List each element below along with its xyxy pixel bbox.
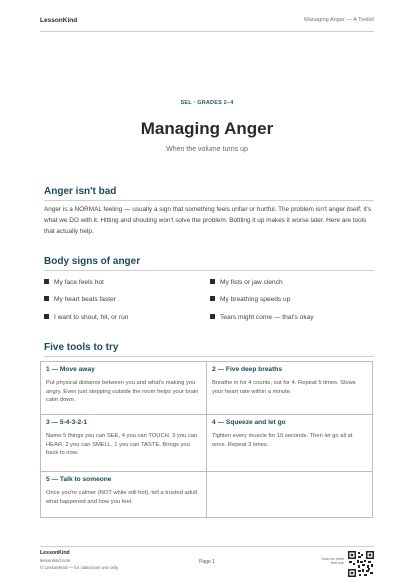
header-divider xyxy=(40,31,374,32)
qr-caption: Scan for more free use xyxy=(321,557,344,566)
bullet-square-icon xyxy=(44,314,49,319)
tool-card-empty xyxy=(207,472,372,517)
tool-body: Name 5 things you can SEE, 4 you can TOUCH, 3 you can HEAR, 2 you can SMELL, 1 you can TASTE. Brings you back to now. xyxy=(46,433,198,457)
tool-card-move-away xyxy=(41,362,207,415)
footer-brand: LessonKind xyxy=(40,550,70,556)
list-item: Tears might come — that's okay xyxy=(210,314,314,321)
tool-title: 1 — Move away xyxy=(46,366,95,373)
header-brand: LessonKind xyxy=(40,17,78,24)
tool-card-talk-to-someone xyxy=(41,472,207,517)
section-divider xyxy=(44,200,374,201)
list-item: My face feels hot xyxy=(44,279,104,286)
section-heading-anger-isnt-bad: Anger isn't bad xyxy=(44,186,117,197)
bullet-square-icon xyxy=(210,279,215,284)
section-heading-five-tools: Five tools to try xyxy=(44,342,119,353)
list-item: My heart beats faster xyxy=(44,296,116,303)
tool-body: Once you're calmer (NOT while still hot), tell a trusted adult what happened and how you feel. xyxy=(46,490,198,505)
page-number: Page 1 xyxy=(199,559,215,565)
tool-title: 5 — Talk to someone xyxy=(46,476,112,483)
tools-grid xyxy=(40,361,373,518)
tool-title: 3 — 5-4-3-2-1 xyxy=(46,419,88,426)
page-subtitle: When the volume turns up xyxy=(166,146,248,153)
qr-code-icon[interactable] xyxy=(348,551,374,577)
tool-card-five-deep-breaths xyxy=(207,362,372,415)
tool-body: Tighten every muscle for 10 seconds. Then let go all at once. Repeat 3 times. xyxy=(212,433,353,448)
footer-divider xyxy=(40,546,374,547)
tool-card-54321 xyxy=(41,415,207,472)
footer-copyright: © LessonKind — for classroom use only xyxy=(40,565,119,570)
bullet-square-icon xyxy=(210,296,215,301)
tool-body: Put physical distance between you and what's making you angry. Even just stepping outside the room helps your brain calm down. xyxy=(46,380,199,404)
tool-card-squeeze-and-let-go xyxy=(207,415,372,472)
tool-body: Breathe in for 4 counts, out for 4. Repeat 5 times. Slows your heart rate within a minute. xyxy=(212,380,356,395)
list-item: I want to shout, hit, or run xyxy=(44,314,128,321)
page-header xyxy=(0,0,414,33)
page-title: Managing Anger xyxy=(140,119,274,138)
intro-paragraph: Anger is a NORMAL feeling — usually a sign that something feels unfair or hurtful. The problem isn't anger itself; it's what we DO with it. Hitting and shouting won't solve the problem. Bottling it up makes it worse later. Here are tools that actually help. xyxy=(44,206,372,235)
bullet-square-icon xyxy=(44,279,49,284)
tool-title: 2 — Five deep breaths xyxy=(212,366,282,373)
section-divider xyxy=(44,270,374,271)
bullet-square-icon xyxy=(44,296,49,301)
eyebrow-label: SEL · GRADES 2–4 xyxy=(180,100,234,106)
footer-url-link[interactable]: lessonkind.com xyxy=(40,558,71,563)
header-doc-title: Managing Anger — A Toolkit xyxy=(304,17,374,23)
bullet-square-icon xyxy=(210,314,215,319)
section-heading-body-signs: Body signs of anger xyxy=(44,256,141,267)
tool-title: 4 — Squeeze and let go xyxy=(212,419,286,426)
section-divider xyxy=(44,356,374,357)
list-item: My fists or jaw clench xyxy=(210,279,283,286)
list-item: My breathing speeds up xyxy=(210,296,290,303)
